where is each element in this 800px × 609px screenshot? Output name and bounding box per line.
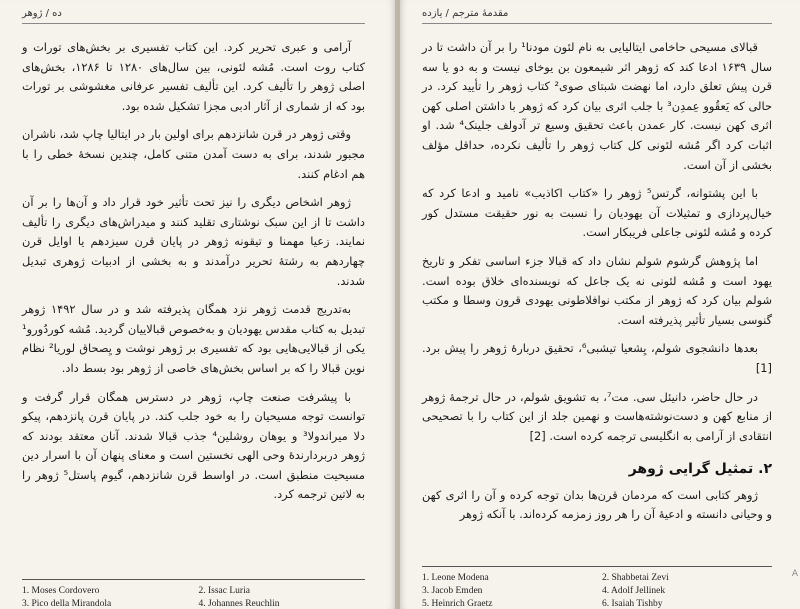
right-body	[422, 38, 772, 525]
running-head-left: ده / ژوهر	[22, 0, 365, 24]
section-heading: ۲. تمثیل گرایی ژوهر	[628, 461, 772, 478]
footnote: 4. Johannes Reuchlin	[198, 599, 280, 609]
paragraph: وقتی ژوهر در قرن شانزدهم برای اولین بار در ایتالیا چاپ شد، ناشران مجبور شدند، برای به دست آمدن متنی کامل، چندین نسخهٔ خطی را با هم ادغام کنند.	[22, 127, 365, 181]
paragraph: ژوهر اشخاص دیگری را نیز تحت تأثیر خود قرار داد و آن‌ها را بر آن داشت تا از این سبک نوشتاری تقلید کنند و میدراش‌های دیگری را تألیف نمایند. زعیا مهمنا و تیقونه ژوهر در پایان قرن سیزدهم یا اوایل قرن چهاردهم به رشتهٔ تحریر درآمدند و به بخشی از ادبیات ژوهری تبدیل شدند.	[22, 195, 365, 288]
paragraph: قبالای مسیحی حاخامی ایتالیایی به نام لئون مودنا¹ را بر آن داشت تا در سال ۱۶۳۹ ادعا کند که ژوهر اثر شیمعون بن یوخای نیست و به دو یا سه قرن پیش تعلق دارد، اما نهضت شبتای صوی² کتاب ژوهر را تأیید کرد. در حالی که یَعقُوو عِمدِن³ با جلب اثری بیان کرد که ژوهر با داشتن اصلی کهن اثری کهن نیست. کار عمدن باعث تحقیق وسیع تر آدولف جلینک⁴ شد. او اثبات کرد اگر مُشه لئونی کل کتاب ژوهر را تألیف نکرده، حداقل مؤلف بخشی از آن است.	[422, 40, 772, 172]
left-body	[22, 38, 365, 505]
footnotes-left	[22, 579, 365, 609]
paragraph: بعدها دانشجوی شولم، یِشعیا تیشبی⁶، تحقیق دربارهٔ ژوهر را پیش برد. [1]	[422, 341, 772, 375]
left-page	[0, 0, 395, 609]
paragraph: آرامی و عبری تحریر کرد. این کتاب تفسیری بر بخش‌های تورات و کتاب روت است. مُشه لئونی، بین سال‌های ۱۲۸۰ تا ۱۲۸۶، بخش‌های اصلی ژوهر را تألیف کرد. این تألیف تفسیر عرفانی مغشوشی بر تورات بود که از شماری از آثار ادبی مجزا تشکیل شده بود.	[22, 40, 365, 113]
footnote: 2. Issac Luria	[198, 586, 250, 596]
paragraph: در حال حاضر، دانیئل سی. مت⁷، به تشویق شولم، در حال ترجمهٔ ژوهر از منابع کهن و دست‌نوشته‌هاست و نهمین جلد از این کتاب را با تصحیحی انتقادی از آرامی به انگلیسی ترجمه کرده است. [2]	[422, 389, 772, 443]
footnote: 3. Pico della Mirandola	[22, 599, 112, 609]
right-page	[400, 0, 800, 609]
footnote: 6. Isaiah Tishby	[602, 599, 663, 609]
footnotes-right	[422, 566, 772, 609]
running-head-right: مقدمهٔ مترجم / یازده	[422, 0, 772, 24]
paragraph: با این پشتوانه، گرتس⁵ ژوهر را «کتاب اکاذیب» نامید و ادعا کرد که خیال‌پردازی و تمثیلات آن یهودیان را نسبت به نور حقیقت مستدل کور کرده و مُشه لئونی جاعلی فریبکار است.	[422, 186, 772, 240]
paragraph: با پیشرفت صنعت چاپ، ژوهر در دسترس همگان قرار گرفت و توانست توجه مسیحیان را به خود جلب کند. در پایان قرن پانزدهم، پیکو دلا میراندولا³ و یوهان روشلین⁴ جذب قبالا شدند. آنان معتقد بودند که ژوهر دربردارندهٔ وحی الهی نخستین است و معنای پنهان آن با اسرار دین مسیحیت منطبق است. در اواسط قرن شانزدهم، گیوم پاستل⁵ ژوهر را به لاتین ترجمه کرد.	[22, 389, 366, 502]
paragraph: به‌تدریج قدمت ژوهر نزد همگان پذیرفته شد و در سال ۱۴۹۲ ژوهر تبدیل به کتاب مقدس یهودیان و به‌خصوص قبالاییان گردید. مُشه کوردُورو¹ یکی از قبالایی‌هایی بود که تفسیری بر ژوهر نوشت و یِصحاق لوریا² نظام نوین قبالا را که بر اساس بخش‌های خاصی از ژوهر بود بسط داد.	[22, 302, 365, 375]
footnote: 1. Leone Modena	[422, 573, 489, 583]
paragraph: ژوهر کتابی است که مردمان قرن‌ها بدان توجه کرده و آن را اثری کهن و وحیانی دانسته و ادعیهٔ آن را هر روز زمزمه کرده‌اند. با آنکه ژوهر	[422, 487, 772, 522]
footnote: 5. Heinrich Graetz	[422, 599, 493, 609]
footnote: 2. Shabbetai Zevi	[602, 573, 669, 583]
footnote: 1. Moses Cordovero	[22, 586, 100, 596]
paragraph: اما پژوهش گرشوم شولم نشان داد که قبالا جزء اساسی تفکر و تاریخ یهود است و مُشه لئونی نه یک جاعل که نویسنده‌ای خلاق بوده است. شولم بیان کرد که ژوهر از مکتب نوافلاطونی یهودی قرون وسطا و مکتب گنوسی بسیار تأثیر پذیرفته است.	[422, 253, 772, 327]
footnote: 3. Jacob Emden	[422, 586, 483, 596]
footnote: 4. Adolf Jellinek	[602, 586, 666, 596]
side-mark: A	[791, 569, 798, 579]
